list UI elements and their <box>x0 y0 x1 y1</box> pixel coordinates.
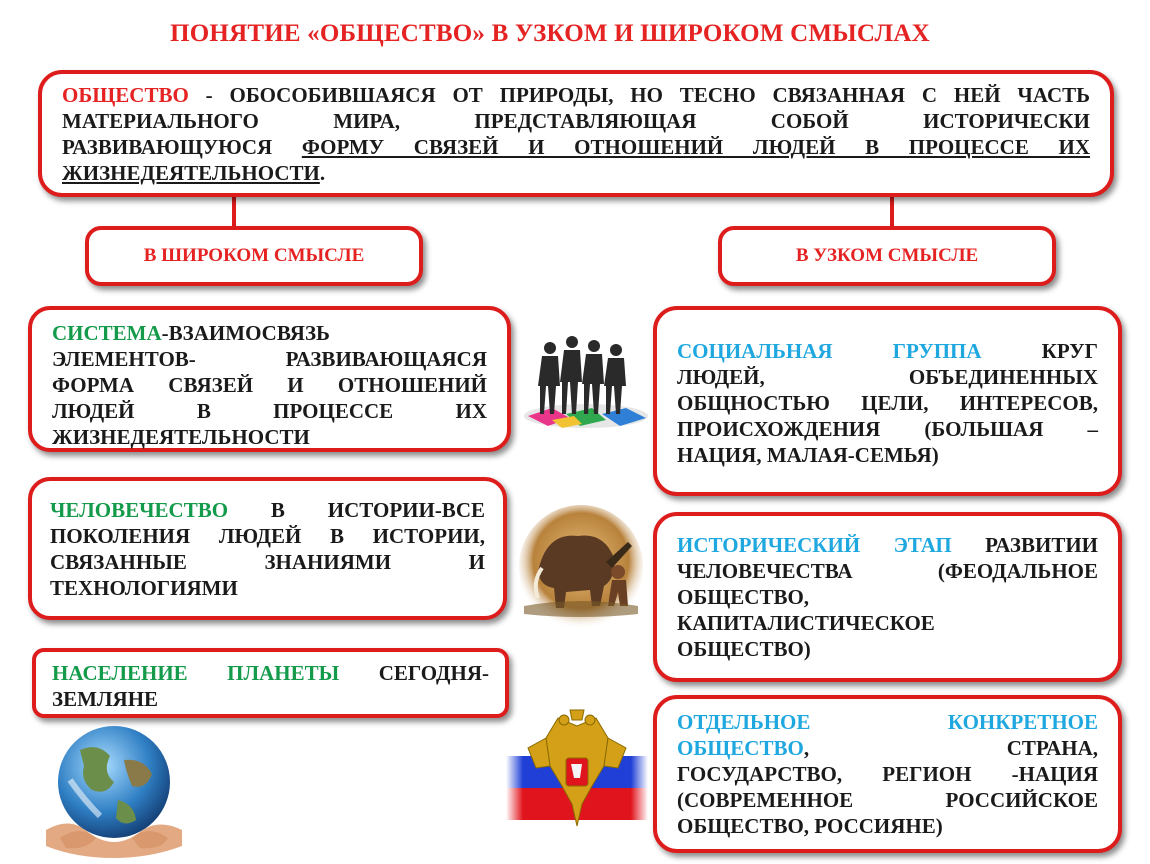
definition-term: ОБЩЕСТВО <box>62 83 189 107</box>
narrow-item-social-group: СОЦИАЛЬНАЯ ГРУППА КРУГ ЛЮДЕЙ, ОБЪЕДИНЕННЫХ ОБЩНОСТЬЮ ЦЕЛИ, ИНТЕРЕСОВ, ПРОИСХОЖДЕНИЯ (БОЛЬШАЯ – НАЦИЯ, МАЛАЯ-СЕМЬЯ) <box>653 306 1122 496</box>
connector-right <box>890 196 894 226</box>
broad-sense-header: В ШИРОКОМ СМЫСЛЕ <box>85 226 423 286</box>
globe-in-hands-image <box>40 720 188 860</box>
definition-line-3: РАЗВИВАЮЩУЮСЯ ФОРМУ СВЯЗЕЙ И ОТНОШЕНИЙ ЛЮДЕЙ В ПРОЦЕССЕ ИХ <box>62 135 1091 159</box>
term-humanity: ЧЕЛОВЕЧЕСТВО <box>50 498 229 522</box>
narrow-item-historical-stage: ИСТОРИЧЕСКИЙ ЭТАП РАЗВИТИИ ЧЕЛОВЕЧЕСТВА (ФЕОДАЛЬНОЕ ОБЩЕСТВО, КАПИТАЛИСТИЧЕСКОЕ ОБЩЕСТВО) <box>653 512 1122 682</box>
term-population: НАСЕЛЕНИЕ ПЛАНЕТЫ <box>52 661 340 685</box>
term-social-group: СОЦИАЛЬНАЯ ГРУППА <box>677 339 982 363</box>
narrow-item-specific-society: ОТДЕЛЬНОЕ КОНКРЕТНОЕ ОБЩЕСТВО, СТРАНА, ГОСУДАРСТВО, РЕГИОН -НАЦИЯ (СОВРЕМЕННОЕ РОССИЙСКОЕ ОБЩЕСТВО, РОССИЯНЕ) <box>653 695 1122 853</box>
term-historical-stage: ИСТОРИЧЕСКИЙ ЭТАП <box>677 533 952 557</box>
definition-line-4: ЖИЗНЕДЕЯТЕЛЬНОСТИ. <box>62 161 326 185</box>
people-silhouettes-image <box>522 330 650 430</box>
term-specific-society: ОТДЕЛЬНОЕ КОНКРЕТНОЕ <box>677 710 1098 734</box>
connector-left <box>232 196 236 226</box>
prehistoric-painting-image <box>516 502 646 632</box>
definition-line-1: ОБЩЕСТВО - ОБОСОБИВШАЯСЯ ОТ ПРИРОДЫ, НО ТЕСНО СВЯЗАННАЯ С НЕЙ ЧАСТЬ <box>62 83 1090 107</box>
broad-item-population: НАСЕЛЕНИЕ ПЛАНЕТЫ СЕГОДНЯ- ЗЕМЛЯНЕ <box>32 648 509 718</box>
term-system: СИСТЕМА <box>52 321 162 345</box>
broad-item-humanity: ЧЕЛОВЕЧЕСТВО В ИСТОРИИ-ВСЕ ПОКОЛЕНИЯ ЛЮДЕЙ В ИСТОРИИ, СВЯЗАННЫЕ ЗНАНИЯМИ И ТЕХНОЛОГИЯМИ <box>28 477 507 620</box>
russia-flag-emblem-image <box>506 708 648 830</box>
broad-item-system: СИСТЕМА-ВЗАИМОСВЯЗЬ ЭЛЕМЕНТОВ- РАЗВИВАЮЩАЯСЯ ФОРМА СВЯЗЕЙ И ОТНОШЕНИЙ ЛЮДЕЙ В ПРОЦЕССЕ ИХ ЖИЗНЕДЕЯТЕЛЬНОСТИ <box>28 306 511 452</box>
definition-line-2: МАТЕРИАЛЬНОГО МИРА, ПРЕДСТАВЛЯЮЩАЯ СОБОЙ ИСТОРИЧЕСКИ <box>62 109 1090 133</box>
definition-box <box>38 70 1114 197</box>
page-title: ПОНЯТИЕ «ОБЩЕСТВО» В УЗКОМ И ШИРОКОМ СМЫСЛАХ <box>170 20 930 47</box>
narrow-sense-header: В УЗКОМ СМЫСЛЕ <box>718 226 1056 286</box>
